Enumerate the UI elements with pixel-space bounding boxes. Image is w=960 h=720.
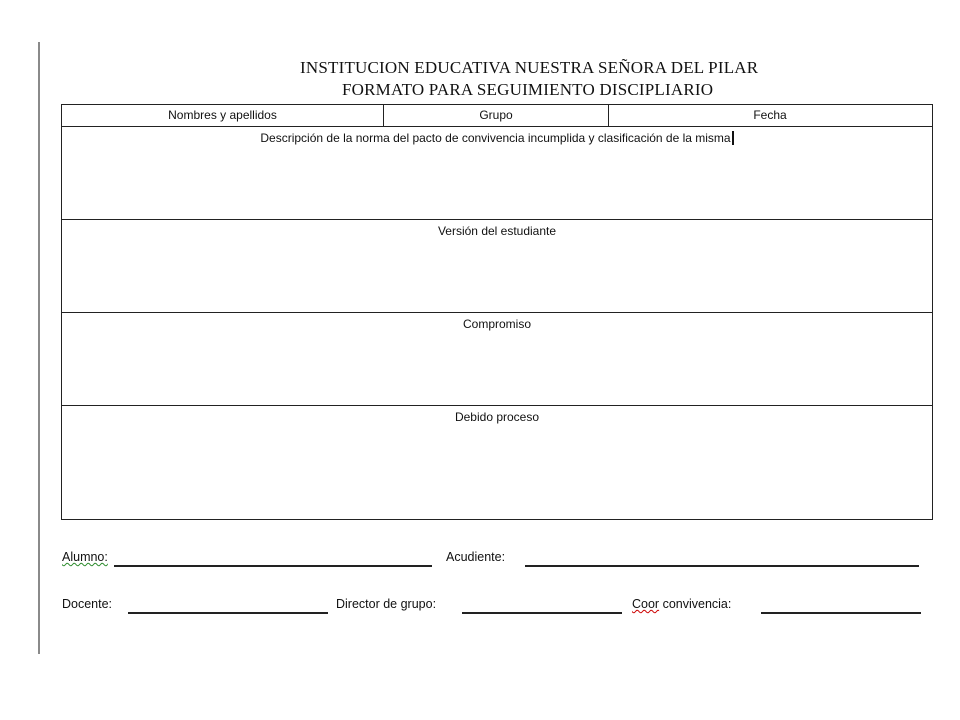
- guardian-signature-line[interactable]: [525, 565, 919, 567]
- group-director-label: Director de grupo:: [336, 597, 437, 611]
- header-date[interactable]: Fecha: [753, 108, 787, 122]
- section-norm-text: Descripción de la norma del pacto de convivencia incumplida y clasificación de la misma: [260, 131, 731, 145]
- header-group[interactable]: Grupo: [384, 105, 609, 126]
- signature-row-2: [62, 597, 922, 617]
- signature-row-1: [62, 550, 922, 570]
- teacher-signature-line[interactable]: [128, 612, 328, 614]
- coordinator-label-misspelled: Coor: [632, 597, 660, 611]
- coordinator-label: [632, 597, 731, 611]
- section-norm-description[interactable]: [62, 127, 932, 220]
- student-label: Alumno:: [62, 550, 108, 564]
- guardian-label: Acudiente:: [446, 550, 506, 564]
- group-director-signature-line[interactable]: [462, 612, 622, 614]
- coordinator-label-rest: convivencia:: [659, 597, 732, 611]
- coordinator-signature-line[interactable]: [761, 612, 921, 614]
- section-norm-label: [62, 131, 932, 145]
- section-commitment[interactable]: [62, 313, 932, 406]
- teacher-label: Docente:: [62, 597, 113, 611]
- text-cursor: [732, 131, 734, 145]
- institution-title: INSTITUCION EDUCATIVA NUESTRA SEÑORA DEL PILAR: [300, 58, 759, 77]
- section-due-process[interactable]: [62, 406, 932, 518]
- discipline-form-table: [61, 104, 933, 520]
- section-student-version[interactable]: [62, 220, 932, 313]
- student-signature-line[interactable]: [114, 565, 432, 567]
- header-names[interactable]: Nombres y apellidos: [62, 105, 384, 126]
- section-student-version-label: Versión del estudiante: [437, 224, 557, 238]
- form-title: FORMATO PARA SEGUIMIENTO DISCIPLIARIO: [342, 80, 714, 99]
- table-header-row: [62, 105, 932, 127]
- section-commitment-label: Compromiso: [462, 317, 531, 331]
- section-due-process-label: Debido proceso: [454, 410, 540, 424]
- page-margin-line: [38, 42, 40, 654]
